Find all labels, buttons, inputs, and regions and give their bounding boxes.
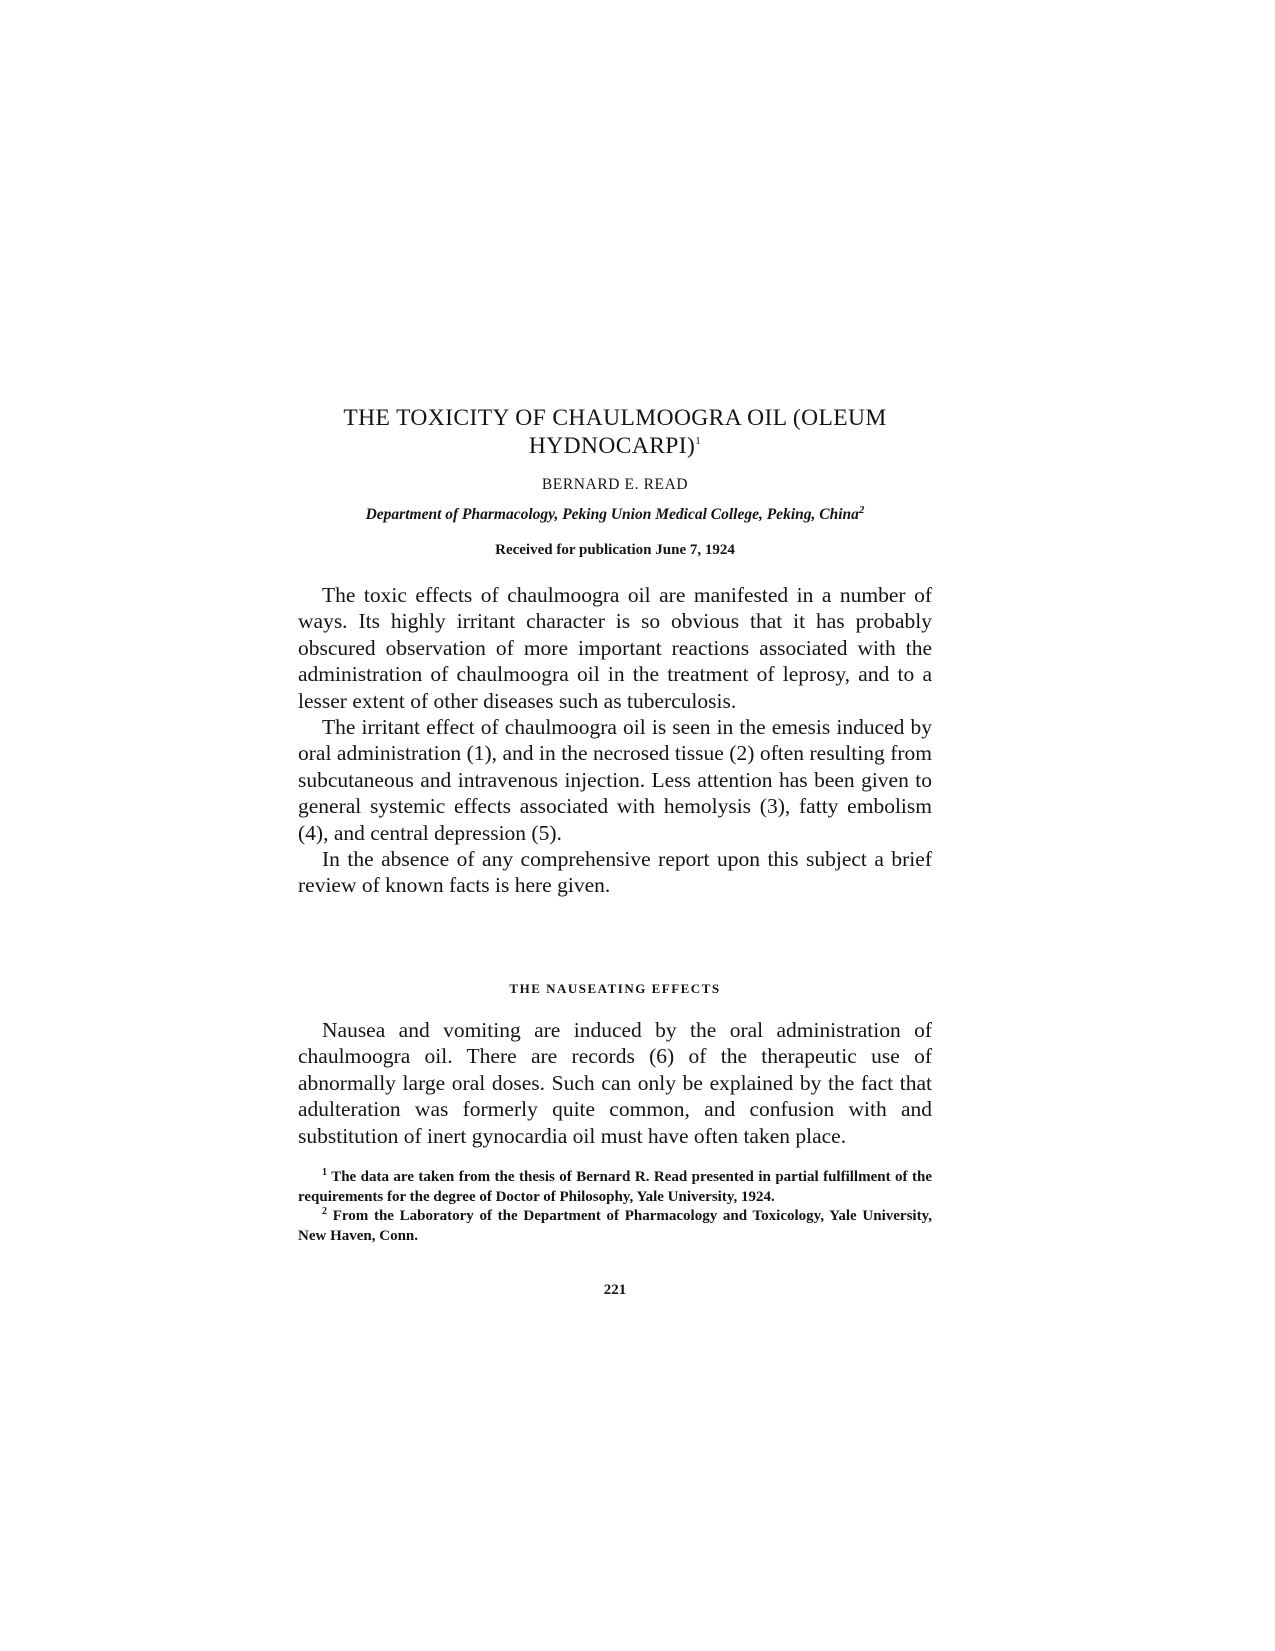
footnote	[298, 1168, 932, 1207]
affiliation-text: Department of Pharmacology, Peking Union Medical College, Peking, China	[365, 506, 859, 523]
footnote-marker: 1	[322, 1167, 327, 1178]
footnote-text: From the Laboratory of the Department of Pharmacology and Toxicology, Yale University, New Haven, Conn.	[298, 1208, 932, 1244]
title-footnote-marker[interactable]: 1	[695, 435, 702, 448]
affiliation-footnote-marker[interactable]: 2	[858, 503, 865, 516]
intro-section	[298, 582, 932, 899]
body-paragraph: Nausea and vomiting are induced by the oral administration of chaulmoogra oil. There are records (6) of the therapeutic use of abnormally large oral doses. Such can only be explained by the fact that adulteration was formerly quite common, and confusion with and substitution of inert gynocardia oil must have often taken place.	[298, 1018, 932, 1148]
author-affiliation	[298, 503, 932, 524]
author-name: BERNARD E. READ	[541, 476, 689, 493]
article-title	[298, 404, 932, 460]
article-title-text: THE TOXICITY OF CHAULMOOGRA OIL (OLEUM HYDNOCARPI)	[343, 405, 887, 459]
body-paragraph: In the absence of any comprehensive report upon this subject a brief review of known facts is here given.	[298, 847, 932, 898]
footnotes	[298, 1168, 932, 1246]
body-paragraph: The irritant effect of chaulmoogra oil is seen in the emesis induced by oral administration (1), and in the necrosed tissue (2) often resulting from subcutaneous and intravenous injection. Less attention has been given to general systemic effects associated with hemolysis (3), fatty embolism (4), and central depression (5).	[298, 715, 932, 845]
nauseating-effects-section	[298, 1017, 932, 1149]
page-number: 221	[603, 1282, 627, 1298]
received-date: Received for publication June 7, 1924	[495, 542, 735, 558]
body-paragraph: The toxic effects of chaulmoogra oil are manifested in a number of ways. Its highly irritant character is so obvious that it has probably obscured observation of more important reactions associated with the administration of chaulmoogra oil in the treatment of leprosy, and to a lesser extent of other diseases such as tuberculosis.	[298, 583, 932, 713]
section-heading: THE NAUSEATING EFFECTS	[509, 981, 721, 996]
footnote	[298, 1207, 932, 1246]
footnote-text: The data are taken from the thesis of Bernard R. Read presented in partial fulfillment of the requirements for the degree of Doctor of Philosophy, Yale University, 1924.	[298, 1169, 932, 1205]
footnote-marker: 2	[322, 1206, 327, 1217]
